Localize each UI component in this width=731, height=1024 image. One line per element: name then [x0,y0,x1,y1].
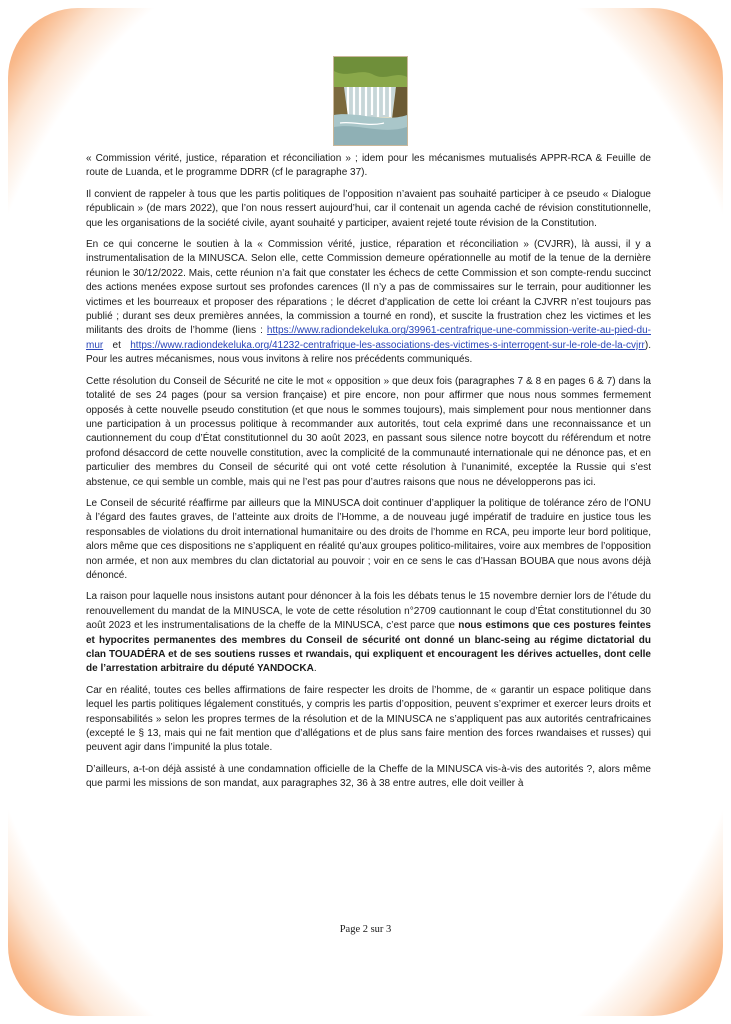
paragraph-1: « Commission vérité, justice, réparation et réconciliation » ; idem pour les mécanismes mutualisés APPR-RCA & Feuille de route de Luanda, et le programme DDRR (cf le paragraphe 37). [86,153,651,179]
link-associations-victimes[interactable]: https://www.radiondekeluka.org/41232-centrafrique-les-associations-des-victimes-s-interrogent-sur-le-role-de-la-cvjrr [130,339,645,351]
paragraph-7: Car en réalité, toutes ces belles affirmations de faire respecter les droits de l’homme, de « garantir un espace politique dans lequel les partis politiques légalement constitués, y compris les partis d’opposition, peuvent s’exprimer et exercer leurs droits et responsabilités » selon les propres termes de la résolution et de la MINUSCA ne s’appliquent pas aux autorités centrafricaines (excepté le § 13, mais qui ne fait mention que d’allégations et de plus sans faire mention des forces rwandaises et russes) qui peuvent agir dans l’impunité la plus totale. [86,684,651,754]
paragraph-6 [86,590,651,676]
link-commission-verite[interactable]: https://www.radiondekeluka.org/39961-centrafrique-une-commission-verite-au-pied-du-mur [86,325,651,351]
paragraph-4: Cette résolution du Conseil de Sécurité ne cite le mot « opposition » que deux fois (paragraphes 7 & 8 en pages 6 & 7) dans la totalité de ses 24 pages (pour sa version française) et pire encore, non pour affirmer que nous nous sommes fermement opposés à cette nouvelle pseudo constitution (et que nous le sommes toujours), mais simplement pour nous mentionner dans une participation à un processus politique à recommander aux autorités, tout cela exprimé dans une reconnaissance et un cautionnement du coup d’État constitutionnel du 30 août 2023, en passant sous silence notre boycott du référendum et notre profond désaccord de cette nouvelle constitution, avec la complicité de la communauté internationale qui ne dénonce pas, et en particulier des membres du Conseil de sécurité qui ont voté cette résolution à l’unanimité, exceptée la Russie qui s’est abstenue, ce qui semble un comble, mais qui ne l’est pas pour d’autres raisons que nous ne développerons pas ici. [86,375,651,488]
paragraph-5: Le Conseil de sécurité réaffirme par ailleurs que la MINUSCA doit continuer d’appliquer la politique de tolérance zéro de l’ONU à l’égard des fautes graves, de l’atteinte aux droits de l’Homme, a de nouveau jugé impératif de traduire en justice tous les responsables de violations du droit international humanitaire ou des droits de l’homme en RCA, peu importe leur bord politique, alors même que ces dispositions ne s’appliquent en réalité qu’aux groupes politico-militaires, voire aux membres de l’opposition non armée, et non aux membres du clan dictatorial au pouvoir ; voir en ce sens le cas d’Hassan BOUBA que nous avons déjà dénoncé. [86,497,651,581]
document-body [86,152,651,799]
paragraph-3-text-c: ). Pour les autres mécanismes, nous vous invitons à relire nos précédents communiqués. [86,339,651,366]
paragraph-6-text-c: . [313,663,317,675]
paragraph-6-text-a: La raison pour laquelle nous insistons autant pour dénoncer à la fois les débats tenus le 15 novembre dernier lors de l’étude du renouvellement du mandat de la MINUSCA, le vote de cette résolution n°2709 cautionnant le coup d’État constitutionnel du 30 août 2023 et les instrumentalisations de la cheffe de la MINUSCA, c’est parce que [86,591,651,632]
page-number: Page 2 sur 3 [339,924,392,935]
waterfall-logo [333,56,408,146]
paragraph-2: Il convient de rappeler à tous que les partis politiques de l’opposition n’avaient pas souhaité participer à ce pseudo « Dialogue républicain » (de mars 2022), que l’on nous ressert aujourd’hui, car il contenait un agenda caché de révision constitutionnelle, que les organisations de la société civile, ayant souhaité y participer, avaient rejeté toute révision de la Constitution. [86,188,651,229]
paragraph-8: D’ailleurs, a-t-on déjà assisté à une condamnation officielle de la Cheffe de la MINUSCA vis-à-vis des autorités ?, alors même que parmi les missions de son mandat, aux paragraphes 32, 36 à 38 entre autres, elle doit veiller à [86,763,651,790]
paragraph-3-text-b: et [103,339,131,351]
paragraph-3 [86,238,651,368]
paragraph-3-text-a: En ce qui concerne le soutien à la « Commission vérité, justice, réparation et réconciliation » (CVJRR), là aussi, il y a instrumentalisation de la MINUSCA. Selon elle, cette Commission demeure opérationnelle au motif de la tenue de la dernière réunion le 30/12/2022. Mais, cette réunion n’a fait que constater les échecs de cette Commission et son compte-rendu succinct des actions menées expose surtout ses profondes carences (Il n’y a pas de commissaires sur le terrain, pour auditionner les victimes et les bourreaux et proposer des réparations ; le décret d’application de cette loi créant la CJVRR n’est toujours pas publié ; durant ses deux premières années, la commission a tourné en rond), et suscite la frustration chez les victimes et les militants des droits de l’homme (liens : [86,239,651,337]
paragraph-6-bold: nous estimons que ces postures feintes et hypocrites permanentes des membres du Conseil de sécurité ont donné un blanc-seing au régime dictatorial du clan TOUADÉRA et de ses soutiens russes et rwandais, qui expliquent et encouragent les dérives actuelles, dont celle de l’arrestation arbitraire du député YANDOCKA [86,620,651,675]
